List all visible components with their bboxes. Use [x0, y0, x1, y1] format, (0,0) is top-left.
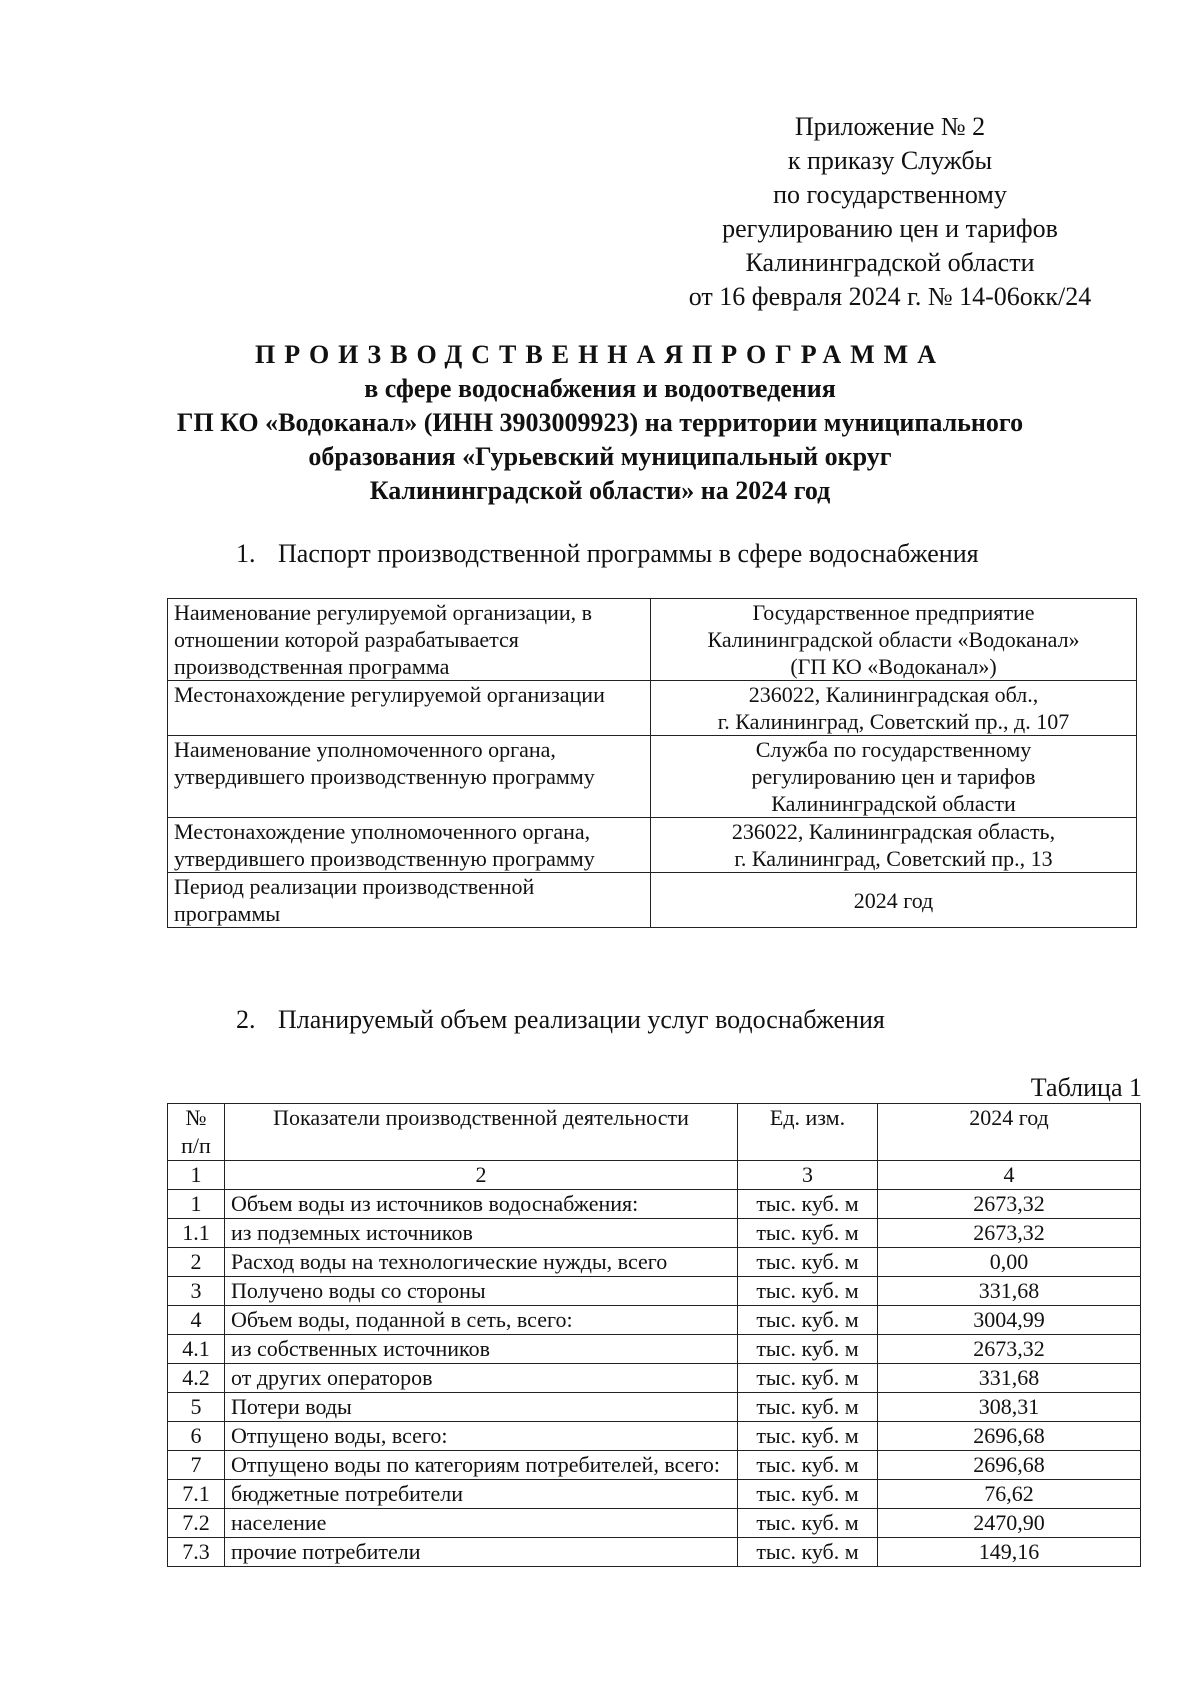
row-indicator: бюджетные потребители [225, 1480, 738, 1509]
row-number: 7.1 [168, 1480, 225, 1509]
row-value: 76,62 [878, 1480, 1141, 1509]
title-line: образования «Гурьевский муниципальный округ [308, 442, 892, 471]
passport-value-line: г. Калининград, Советский пр., 13 [734, 846, 1053, 871]
passport-value-line: (ГП КО «Водоканал») [790, 654, 997, 679]
passport-value-line: Калининградской области «Водоканал» [707, 627, 1080, 652]
row-value: 2673,32 [878, 1219, 1141, 1248]
column-numbers-row [168, 1161, 1141, 1190]
table-header-row [168, 1104, 1141, 1161]
passport-label: Местонахождение регулируемой организации [168, 681, 651, 736]
passport-row [168, 873, 1137, 928]
row-number: 7.2 [168, 1509, 225, 1538]
column-number: 4 [878, 1161, 1141, 1190]
row-indicator: Объем воды, поданной в сеть, всего: [225, 1306, 738, 1335]
table-row [168, 1393, 1141, 1422]
passport-value [651, 818, 1137, 873]
passport-value-line: г. Калининград, Советский пр., д. 107 [717, 709, 1070, 734]
row-number: 1.1 [168, 1219, 225, 1248]
row-value: 2696,68 [878, 1451, 1141, 1480]
header-unit: Ед. изм. [738, 1104, 878, 1161]
row-indicator: из собственных источников [225, 1335, 738, 1364]
passport-row [168, 599, 1137, 681]
appendix-line: к приказу Службы [787, 146, 993, 175]
section-number: 1. [236, 539, 256, 568]
row-unit: тыс. куб. м [738, 1364, 878, 1393]
passport-value-line: регулированию цен и тарифов [751, 764, 1036, 789]
passport-label: Наименование регулируемой организации, в отношении которой разрабатывается производственная программа [168, 599, 651, 681]
row-number: 5 [168, 1393, 225, 1422]
row-value: 2470,90 [878, 1509, 1141, 1538]
row-unit: тыс. куб. м [738, 1393, 878, 1422]
row-indicator: прочие потребители [225, 1538, 738, 1567]
appendix-line: от 16 февраля 2024 г. № 14-06окк/24 [688, 282, 1092, 311]
row-number: 7.3 [168, 1538, 225, 1567]
appendix-block [640, 110, 1140, 314]
row-value: 2673,32 [878, 1335, 1141, 1364]
column-number: 3 [738, 1161, 878, 1190]
row-unit: тыс. куб. м [738, 1538, 878, 1567]
passport-value-line: 236022, Калининградская обл., [748, 682, 1039, 707]
row-number: 6 [168, 1422, 225, 1451]
row-unit: тыс. куб. м [738, 1335, 878, 1364]
row-unit: тыс. куб. м [738, 1306, 878, 1335]
table-row [168, 1451, 1141, 1480]
table-caption: Таблица 1 [1030, 1073, 1142, 1102]
row-indicator: от других операторов [225, 1364, 738, 1393]
row-unit: тыс. куб. м [738, 1422, 878, 1451]
row-number: 7 [168, 1451, 225, 1480]
row-value: 0,00 [878, 1248, 1141, 1277]
appendix-line: Приложение № 2 [794, 112, 986, 141]
passport-value-line: 236022, Калининградская область, [731, 819, 1056, 844]
table-row [168, 1335, 1141, 1364]
row-indicator: население [225, 1509, 738, 1538]
row-unit: тыс. куб. м [738, 1277, 878, 1306]
appendix-line: по государственному [773, 180, 1007, 209]
passport-value [651, 681, 1137, 736]
row-unit: тыс. куб. м [738, 1219, 878, 1248]
row-value: 2696,68 [878, 1422, 1141, 1451]
row-number: 1 [168, 1190, 225, 1219]
header-num: № п/п [168, 1104, 225, 1161]
row-number: 4.1 [168, 1335, 225, 1364]
table-row [168, 1422, 1141, 1451]
row-number: 4.2 [168, 1364, 225, 1393]
passport-label: Наименование уполномоченного органа, утвердившего производственную программу [168, 736, 651, 818]
row-indicator: Объем воды из источников водоснабжения: [225, 1190, 738, 1219]
row-value: 331,68 [878, 1277, 1141, 1306]
row-unit: тыс. куб. м [738, 1248, 878, 1277]
section-2-heading [236, 1004, 885, 1036]
section-number: 2. [236, 1005, 256, 1034]
row-number: 2 [168, 1248, 225, 1277]
row-indicator: Расход воды на технологические нужды, всего [225, 1248, 738, 1277]
title-line: в сфере водоснабжения и водоотведения [364, 374, 836, 403]
row-unit: тыс. куб. м [738, 1190, 878, 1219]
passport-value-line: Служба по государственному [755, 737, 1032, 762]
passport-row [168, 681, 1137, 736]
table-row [168, 1364, 1141, 1393]
table-row [168, 1509, 1141, 1538]
row-indicator: Отпущено воды, всего: [225, 1422, 738, 1451]
section-title: Паспорт производственной программы в сфере водоснабжения [278, 539, 979, 568]
row-indicator: Отпущено воды по категориям потребителей, всего: [225, 1451, 738, 1480]
title-line: Калининградской области» на 2024 год [369, 476, 831, 505]
row-indicator: Получено воды со стороны [225, 1277, 738, 1306]
row-value: 2673,32 [878, 1190, 1141, 1219]
title-line: ГП КО «Водоканал» (ИНН 3903009923) на территории муниципального [176, 408, 1024, 437]
appendix-line: регулированию цен и тарифов [722, 214, 1058, 243]
table-row [168, 1538, 1141, 1567]
document-title [100, 338, 1100, 508]
row-value: 308,31 [878, 1393, 1141, 1422]
passport-label: Местонахождение уполномоченного органа, утвердившего производственную программу [168, 818, 651, 873]
passport-value [651, 599, 1137, 681]
passport-value [651, 873, 1137, 928]
passport-value-line: 2024 год [853, 887, 934, 913]
row-indicator: из подземных источников [225, 1219, 738, 1248]
row-unit: тыс. куб. м [738, 1480, 878, 1509]
row-value: 3004,99 [878, 1306, 1141, 1335]
column-number: 2 [225, 1161, 738, 1190]
table-row [168, 1190, 1141, 1219]
passport-value-line: Государственное предприятие [752, 600, 1035, 625]
table-row [168, 1248, 1141, 1277]
row-value: 149,16 [878, 1538, 1141, 1567]
passport-table [167, 598, 1137, 928]
header-year: 2024 год [878, 1104, 1141, 1161]
table-row [168, 1306, 1141, 1335]
table-row [168, 1480, 1141, 1509]
title-spaced-word: ПРОИЗВОДСТВЕННАЯПРОГРАММА [255, 340, 945, 369]
passport-row [168, 736, 1137, 818]
row-indicator: Потери воды [225, 1393, 738, 1422]
section-title: Планируемый объем реализации услуг водоснабжения [278, 1005, 885, 1034]
passport-value [651, 736, 1137, 818]
row-unit: тыс. куб. м [738, 1451, 878, 1480]
row-number: 3 [168, 1277, 225, 1306]
row-unit: тыс. куб. м [738, 1509, 878, 1538]
section-1-heading [236, 538, 979, 570]
row-value: 331,68 [878, 1364, 1141, 1393]
column-number: 1 [168, 1161, 225, 1190]
row-number: 4 [168, 1306, 225, 1335]
volumes-table [167, 1103, 1141, 1567]
passport-row [168, 818, 1137, 873]
appendix-line: Калининградской области [745, 248, 1035, 277]
table-row [168, 1277, 1141, 1306]
header-name: Показатели производственной деятельности [225, 1104, 738, 1161]
table-row [168, 1219, 1141, 1248]
passport-value-line: Калининградской области [771, 791, 1016, 816]
passport-label: Период реализации производственной программы [168, 873, 651, 928]
